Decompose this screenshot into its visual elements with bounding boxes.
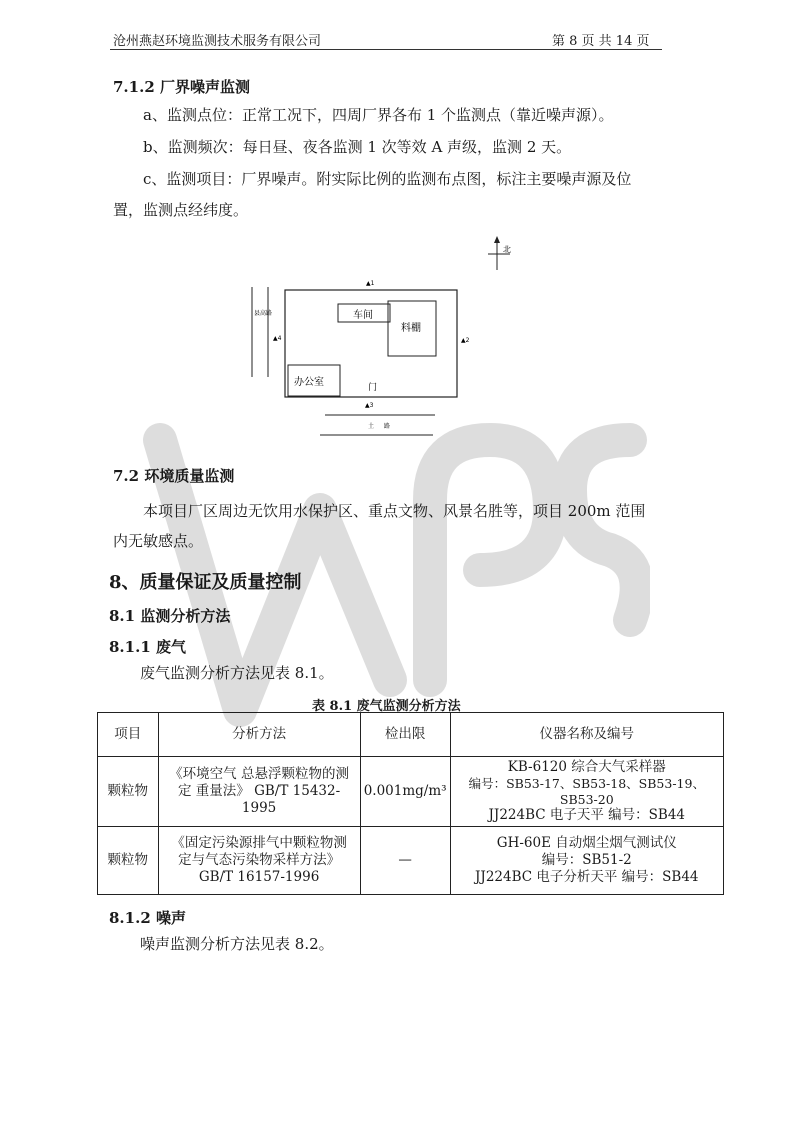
instrument-line: 编号：SB51-2: [541, 852, 632, 869]
instrument-line: JJ224BC 电子分析天平 编号：SB44: [475, 868, 699, 885]
item-a: a、监测点位：正常工况下，四周厂界各布 1 个监测点（靠近噪声源）。: [143, 106, 614, 124]
section-8-1-2-title: 8.1.2 噪声: [109, 909, 186, 927]
instrument-line: JJ224BC 电子天平 编号：SB44: [488, 807, 686, 824]
method-line: 定 重量法》 GB/T 15432-1995: [178, 783, 341, 816]
road-bottom-label-2: 路: [384, 423, 391, 430]
table-cell-limit: —: [360, 827, 450, 895]
method-line: 《固定污染源排气中颗粒物测: [171, 835, 347, 852]
table-cell-method: [158, 827, 360, 895]
section-7-2-para-line2: 内无敏感点。: [113, 532, 204, 550]
point-1-label: ▲1: [366, 280, 375, 287]
table-cell-instrument: [450, 757, 723, 827]
road-left-label: 县高路: [254, 310, 273, 317]
item-c-line1: c、监测项目：厂界噪声。附实际比例的监测布点图，标注主要噪声源及位: [143, 170, 632, 188]
point-3-label: ▲3: [365, 402, 374, 409]
gate-label: 门: [368, 383, 378, 393]
point-4-label: ▲4: [273, 335, 282, 342]
header-page-info: 第 8 页 共 14 页: [552, 34, 650, 49]
table-header-cell: 检出限: [360, 713, 450, 757]
section-8-1-1-title: 8.1.1 废气: [109, 638, 186, 656]
office-label: 办公室: [294, 377, 324, 388]
workshop-label: 车间: [353, 310, 373, 321]
instrument-line: 编号：SB53-17、SB53-18、SB53-19、SB53-20: [468, 775, 705, 807]
table-header-cell: 项目: [98, 713, 159, 757]
table-cell-limit: 0.001mg/m³: [360, 757, 450, 827]
section-8-1-title: 8.1 监测分析方法: [109, 607, 231, 625]
section-8-1-1-para: 废气监测分析方法见表 8.1。: [140, 664, 334, 682]
wps-watermark-logo: [130, 380, 650, 760]
instrument-line: GH-60E 自动烟尘烟气测试仪: [496, 835, 677, 852]
table-cell-item: 颗粒物: [98, 827, 159, 895]
section-8-title: 8、质量保证及质量控制: [109, 572, 302, 593]
table-row: [98, 827, 724, 895]
instrument-line: KB-6120 综合大气采样器: [507, 759, 666, 775]
table-header-cell: 仪器名称及编号: [450, 713, 723, 757]
item-b: b、监测频次：每日昼、夜各监测 1 次等效 A 声级，监测 2 天。: [143, 138, 572, 156]
method-line: GB/T 16157-1996: [198, 868, 320, 885]
north-label: 北: [503, 245, 511, 254]
section-8-1-2-para: 噪声监测分析方法见表 8.2。: [140, 935, 334, 953]
table-cell-instrument: [450, 827, 723, 895]
table-header-cell: 分析方法: [158, 713, 360, 757]
item-c-line2: 置，监测点经纬度。: [113, 201, 249, 219]
header-divider: [110, 49, 662, 50]
table-caption: 表 8.1 废气监测分析方法: [312, 699, 461, 714]
section-7-2-title: 7.2 环境质量监测: [113, 467, 235, 485]
shed-label: 料棚: [401, 323, 421, 334]
table-cell-item: 颗粒物: [98, 757, 159, 827]
section-7-2-para-line1: 本项目厂区周边无饮用水保护区、重点文物、风景名胜等，项目 200m 范围: [143, 502, 646, 520]
road-bottom-label-1: 土: [368, 423, 375, 430]
table-cell-method: [158, 757, 360, 827]
table-row: [98, 757, 724, 827]
section-7-1-2-title: 7.1.2 厂界噪声监测: [113, 78, 250, 96]
point-2-label: ▲2: [461, 337, 470, 344]
method-line: 《环境空气 总悬浮颗粒物的测: [169, 766, 349, 783]
header-company: 沧州燕赵环境监测技术服务有限公司: [113, 34, 322, 49]
method-line: 定与气态污染物采样方法》: [178, 852, 341, 869]
